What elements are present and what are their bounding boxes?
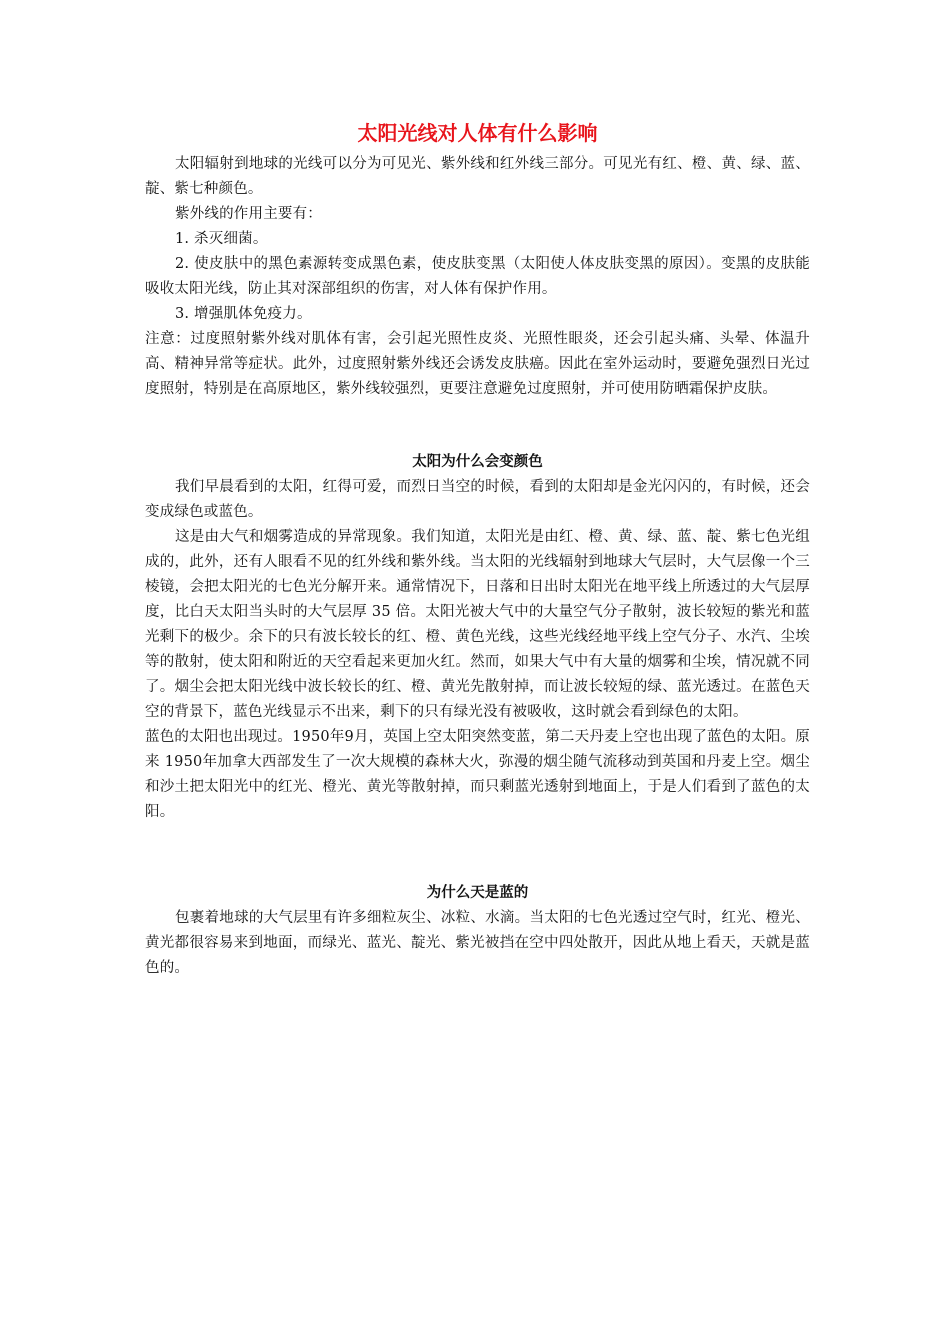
note-paragraph: 注意：过度照射紫外线对肌体有害，会引起光照性皮炎、光照性眼炎，还会引起头痛、头晕、体温升高、精神异常等症状。此外，过度照射紫外线还会诱发皮肤癌。因此在室外运动时，要避免强烈日光过度照射，特别是在高原地区，紫外线较强烈，更要注意避免过度照射，并可使用防晒霜保护皮肤。 <box>145 331 810 397</box>
section-spacer <box>145 402 810 450</box>
section-spacer <box>145 825 810 881</box>
sun-color-paragraph-1: 我们早晨看到的太阳，红得可爱，而烈日当空的时候，看到的太阳却是金光闪闪的，有时候，还会变成绿色或蓝色。 <box>145 479 810 520</box>
section-title-sun-color: 太阳为什么会变颜色 <box>412 454 543 470</box>
document-page <box>145 118 810 981</box>
uv-effect-item-1: 1. 杀灭细菌。 <box>175 231 268 247</box>
page-title: 太阳光线对人体有什么影响 <box>357 121 598 145</box>
section-title-blue-sky: 为什么天是蓝的 <box>426 885 529 901</box>
uv-effects-heading: 紫外线的作用主要有： <box>175 206 322 222</box>
intro-paragraph: 太阳辐射到地球的光线可以分为可见光、紫外线和红外线三部分。可见光有红、橙、黄、绿、蓝、靛、紫七种颜色。 <box>145 156 810 197</box>
uv-effect-item-2: 2. 使皮肤中的黑色素源转变成黑色素，使皮肤变黑（太阳使人体皮肤变黑的原因）。变黑的皮肤能吸收太阳光线，防止其对深部组织的伤害，对人体有保护作用。 <box>145 256 810 297</box>
sun-color-paragraph-3: 蓝色的太阳也出现过。1950年9月，英国上空太阳突然变蓝，第二天丹麦上空也出现了蓝色的太阳。原来 1950年加拿大西部发生了一次大规模的森林大火，弥漫的烟尘随气流移动到英国和丹麦上空。烟尘和沙土把太阳光中的红光、橙光、黄光等散射掉，而只剩蓝光透射到地面上，于是人们看到了蓝色的太阳。 <box>145 729 810 820</box>
blue-sky-paragraph: 包裹着地球的大气层里有许多细粒灰尘、冰粒、水滴。当太阳的七色光透过空气时，红光、橙光、黄光都很容易来到地面，而绿光、蓝光、靛光、紫光被挡在空中四处散开，因此从地上看天，天就是蓝色的。 <box>145 910 810 976</box>
uv-effect-item-3: 3. 增强肌体免疫力。 <box>175 306 312 322</box>
sun-color-paragraph-2: 这是由大气和烟雾造成的异常现象。我们知道，太阳光是由红、橙、黄、绿、蓝、靛、紫七色光组成的，此外，还有人眼看不见的红外线和紫外线。当太阳的光线辐射到地球大气层时，大气层像一个三棱镜，会把太阳光的七色光分解开来。通常情况下，日落和日出时太阳光在地平线上所透过的大气层厚度，比白天太阳当头时的大气层厚 35 倍。太阳光被大气中的大量空气分子散射，波长较短的紫光和蓝光剩下的极少。余下的只有波长较长的红、橙、黄色光线，这些光线经地平线上空气分子、水汽、尘埃等的散射，使太阳和附近的天空看起来更加火红。然而，如果大气中有大量的烟雾和尘埃，情况就不同了。烟尘会把太阳光线中波长较长的红、橙、黄光先散射掉，而让波长较短的绿、蓝光透过。在蓝色天空的背景下，蓝色光线显示不出来，剩下的只有绿光没有被吸收，这时就会看到绿色的太阳。 <box>145 529 810 720</box>
